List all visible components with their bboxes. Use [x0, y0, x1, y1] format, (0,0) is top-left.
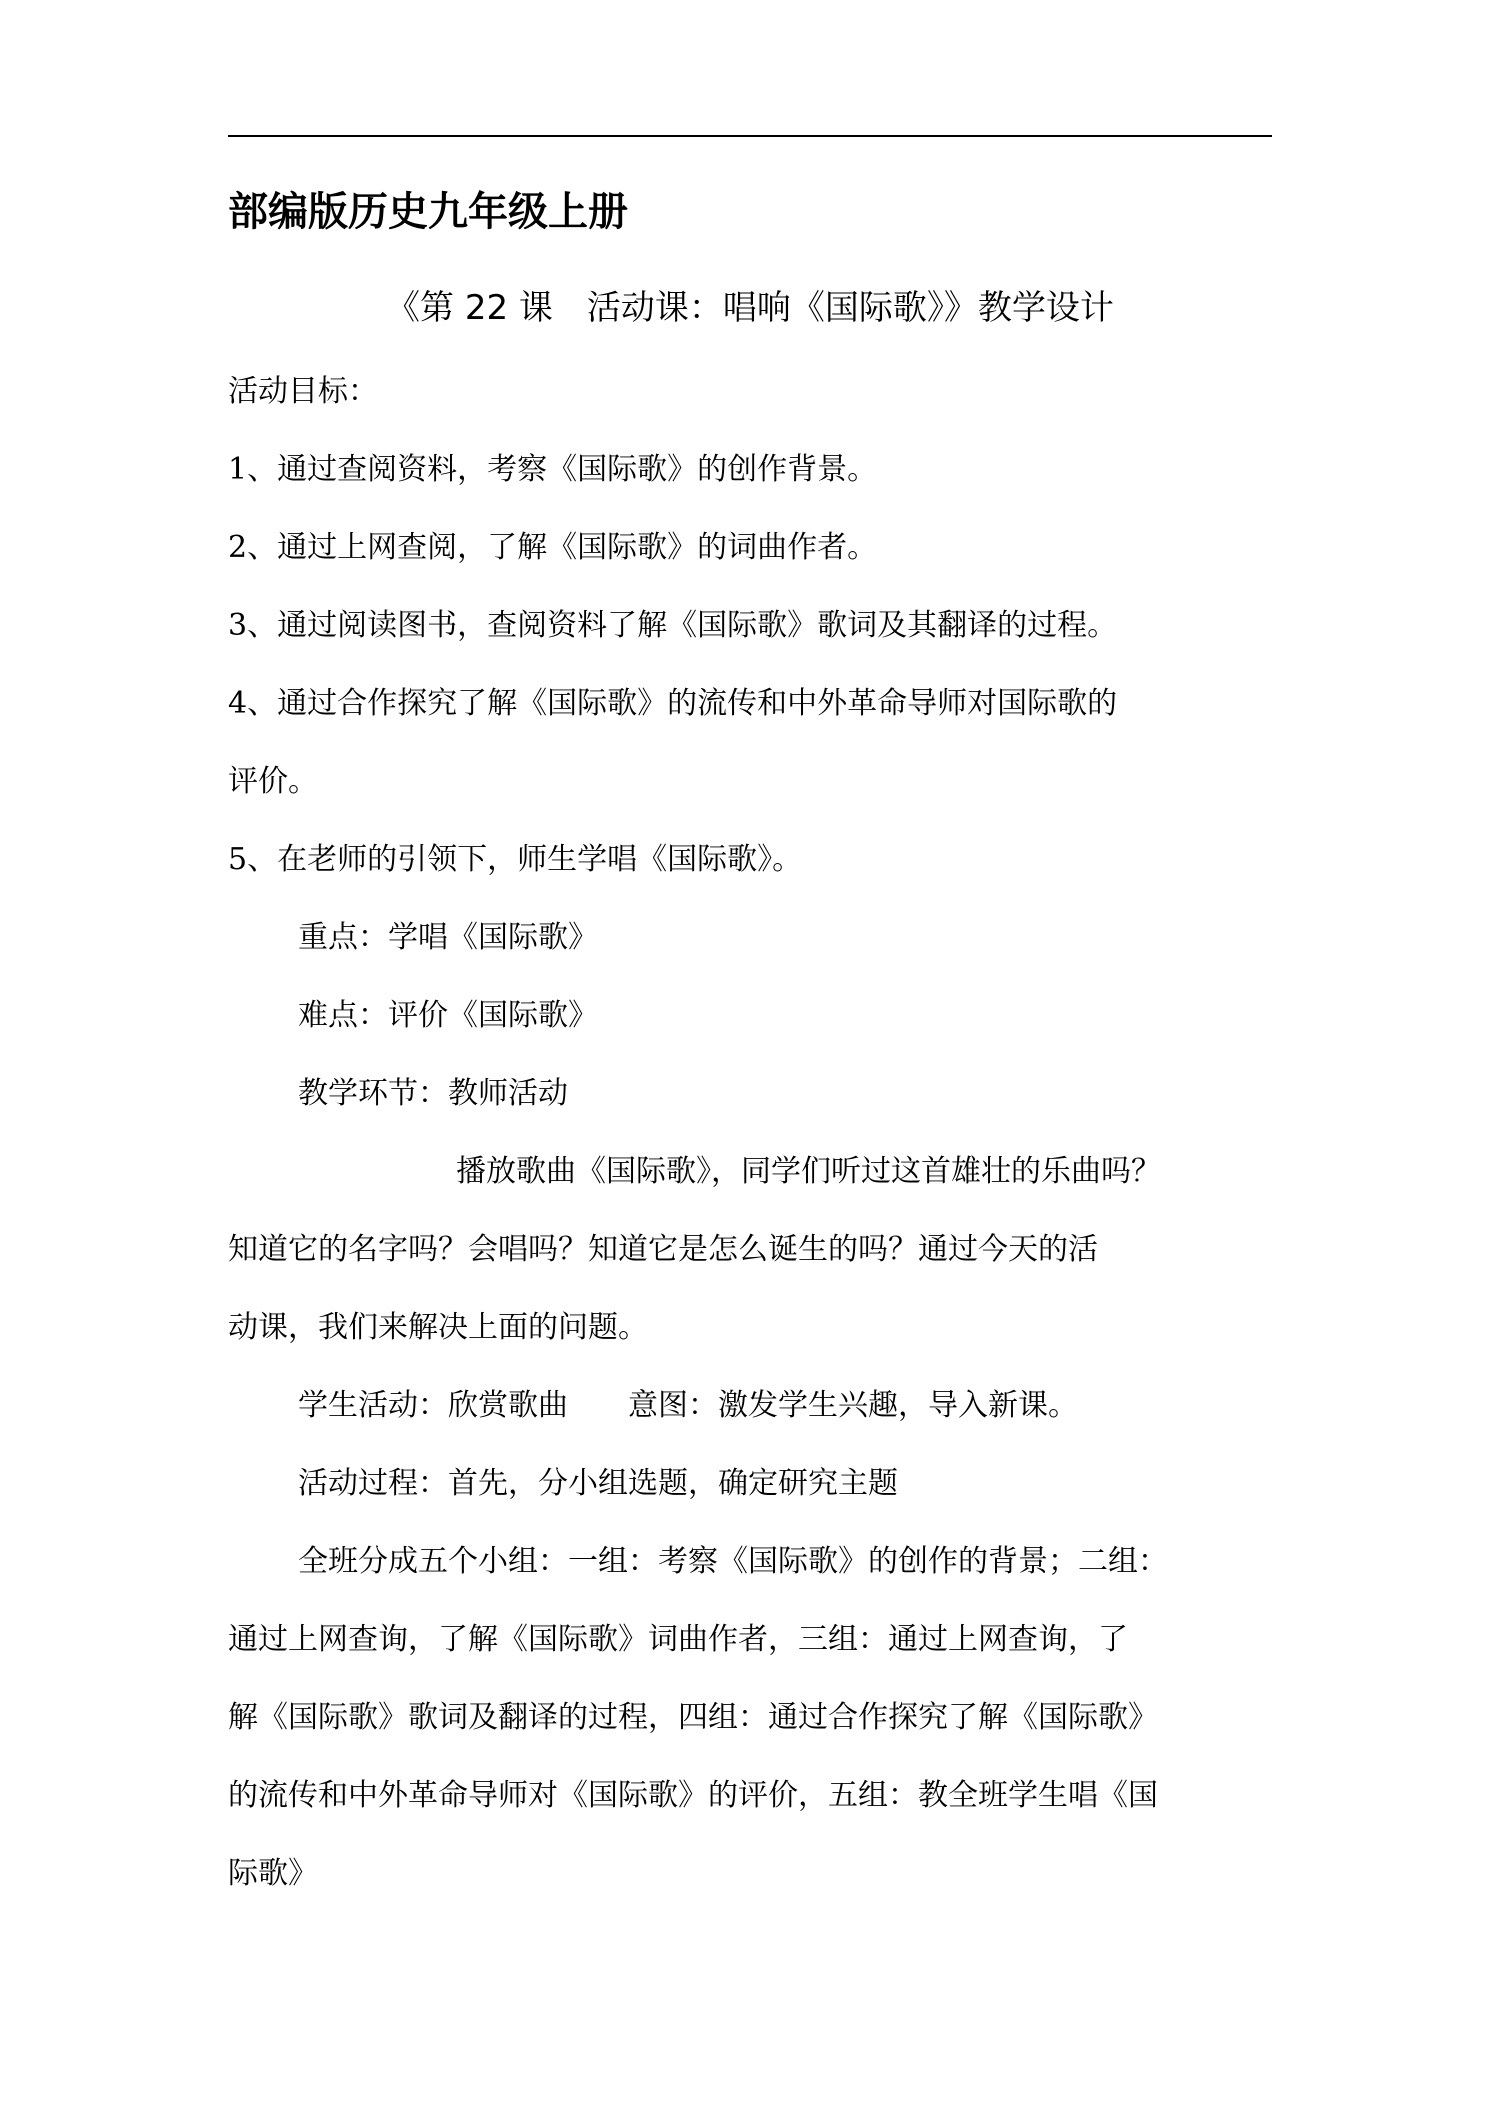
student-activity: 学生活动：欣赏歌曲 意图：激发学生兴趣，导入新课。 [298, 1388, 1078, 1423]
groups-line-4: 的流传和中外革命导师对《国际歌》的评价，五组：教全班学生唱《国 [228, 1778, 1158, 1813]
activity-process: 活动过程：首先，分小组选题，确定研究主题 [298, 1466, 898, 1501]
objective-item-3: 3、通过阅读图书，查阅资料了解《国际歌》歌词及其翻译的过程。 [228, 608, 1118, 643]
objective-item-1: 1、通过查阅资料，考察《国际歌》的创作背景。 [228, 452, 878, 487]
objectives-heading: 活动目标： [228, 374, 378, 409]
header-rule [228, 135, 1272, 137]
groups-line-1: 全班分成五个小组：一组：考察《国际歌》的创作的背景；二组： [298, 1544, 1168, 1579]
book-title: 部编版历史九年级上册 [228, 189, 628, 235]
teacher-activity-line-3: 动课，我们来解决上面的问题。 [228, 1310, 648, 1345]
objective-item-4: 4、通过合作探究了解《国际歌》的流传和中外革命导师对国际歌的 [228, 686, 1118, 721]
objective-item-2: 2、通过上网查阅，了解《国际歌》的词曲作者。 [228, 530, 878, 565]
key-point: 重点：学唱《国际歌》 [298, 920, 598, 955]
teacher-activity-line-1: 播放歌曲《国际歌》，同学们听过这首雄壮的乐曲吗？ [456, 1154, 1161, 1189]
difficulty-point: 难点：评价《国际歌》 [298, 998, 598, 1033]
groups-line-2: 通过上网查询，了解《国际歌》词曲作者，三组：通过上网查询，了 [228, 1622, 1128, 1657]
lesson-title: 《第 22 课 活动课：唱响《国际歌》》教学设计 [386, 288, 1114, 328]
groups-line-5: 际歌》 [228, 1856, 318, 1891]
groups-line-3: 解《国际歌》歌词及翻译的过程，四组：通过合作探究了解《国际歌》 [228, 1700, 1158, 1735]
teacher-activity-line-2: 知道它的名字吗？会唱吗？知道它是怎么诞生的吗？通过今天的活 [228, 1232, 1098, 1267]
objective-item-4-cont: 评价。 [228, 764, 318, 799]
objective-item-5: 5、在老师的引领下，师生学唱《国际歌》。 [228, 842, 803, 877]
teaching-step: 教学环节：教师活动 [298, 1076, 568, 1111]
